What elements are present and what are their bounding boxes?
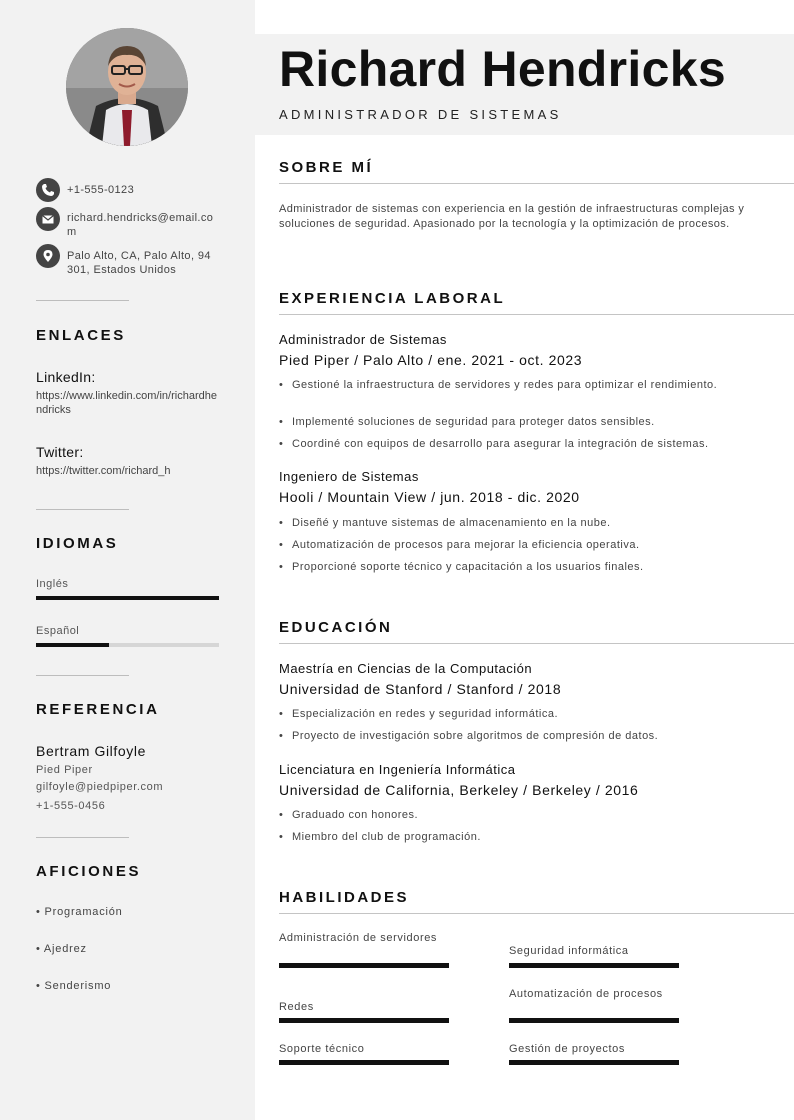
job-meta: Pied Piper / Palo Alto / ene. 2021 - oct. 2023 xyxy=(279,352,583,368)
divider xyxy=(36,509,129,510)
email-icon xyxy=(36,207,60,231)
contact-address xyxy=(36,244,217,277)
degree-bullet: • Miembro del club de programación. xyxy=(279,830,769,844)
skill-level-bar xyxy=(509,963,679,968)
skills-heading: HABILIDADES xyxy=(279,889,410,906)
job-title: ADMINISTRADOR DE SISTEMAS xyxy=(279,107,562,122)
person-name: Richard Hendricks xyxy=(279,41,726,97)
skill-level-bar xyxy=(509,1060,679,1065)
job-role: Ingeniero de Sistemas xyxy=(279,469,419,484)
reference-heading: REFERENCIA xyxy=(36,701,160,718)
skill-level-bar xyxy=(279,963,449,968)
skill-name: Automatización de procesos xyxy=(509,988,663,1000)
degree-title: Maestría en Ciencias de la Computación xyxy=(279,661,533,676)
skill-level-fill xyxy=(509,1018,679,1023)
skill-level-fill xyxy=(279,1060,449,1065)
about-heading: SOBRE MÍ xyxy=(279,159,374,176)
language-name: Español xyxy=(36,625,80,637)
section-rule xyxy=(279,643,794,644)
language-level-bar xyxy=(36,596,219,600)
job-bullet: • Gestioné la infraestructura de servidores y redes para optimizar el rendimiento. xyxy=(279,378,769,392)
skill-level-bar xyxy=(279,1018,449,1023)
skill-level-fill xyxy=(279,1018,449,1023)
languages-heading: IDIOMAS xyxy=(36,535,119,552)
divider xyxy=(36,837,129,838)
divider xyxy=(36,300,129,301)
reference-email: gilfoyle@piedpiper.com xyxy=(36,781,164,793)
job-bullet: • Implementé soluciones de seguridad para proteger datos sensibles. xyxy=(279,415,769,429)
reference-phone: +1-555-0456 xyxy=(36,800,106,812)
language-level-fill xyxy=(36,643,109,647)
links-heading: ENLACES xyxy=(36,327,126,344)
address-text: Palo Alto, CA, Palo Alto, 94301, Estados Unidos xyxy=(67,250,211,276)
contact-email xyxy=(36,207,217,239)
language-level-bar xyxy=(36,643,219,647)
job-bullet: • Coordiné con equipos de desarrollo para asegurar la integración de sistemas. xyxy=(279,437,769,451)
job-bullet: • Diseñé y mantuve sistemas de almacenamiento en la nube. xyxy=(279,516,769,530)
hobby-label: Senderismo xyxy=(44,980,112,992)
hobby-label: Ajedrez xyxy=(43,943,87,955)
language-level-fill xyxy=(36,596,219,600)
hobby-item: • Ajedrez xyxy=(36,943,87,955)
reference-company: Pied Piper xyxy=(36,764,93,776)
profile-photo xyxy=(66,28,188,146)
degree-meta: Universidad de Stanford / Stanford / 2018 xyxy=(279,681,562,697)
degree-bullet: • Especialización en redes y seguridad informática. xyxy=(279,707,769,721)
skill-level-fill xyxy=(279,963,449,968)
education-heading: EDUCACIÓN xyxy=(279,619,393,636)
skill-name: Gestión de proyectos xyxy=(509,1043,625,1055)
skill-name: Administración de servidores xyxy=(279,932,438,944)
location-pin-icon xyxy=(36,244,60,268)
degree-meta: Universidad de California, Berkeley / Berkeley / 2016 xyxy=(279,782,639,798)
job-bullet: • Automatización de procesos para mejorar la eficiencia operativa. xyxy=(279,538,769,552)
degree-bullet: • Graduado con honores. xyxy=(279,808,769,822)
degree-title: Licenciatura en Ingeniería Informática xyxy=(279,762,516,777)
job-bullet: • Proporcioné soporte técnico y capacitación a los usuarios finales. xyxy=(279,560,769,574)
job-role: Administrador de Sistemas xyxy=(279,332,447,347)
about-text: Administrador de sistemas con experiencia en la gestión de infraestructuras complejas y soluciones de seguridad. Apasionado por la tecnología y la optimización de procesos. xyxy=(279,203,745,230)
skill-name: Redes xyxy=(279,1001,314,1013)
reference-name: Bertram Gilfoyle xyxy=(36,743,146,759)
language-name: Inglés xyxy=(36,578,69,590)
skill-name: Seguridad informática xyxy=(509,945,629,957)
job-meta: Hooli / Mountain View / jun. 2018 - dic. 2020 xyxy=(279,489,580,505)
skill-level-fill xyxy=(509,1060,679,1065)
skill-name: Soporte técnico xyxy=(279,1043,365,1055)
linkedin-label: LinkedIn: xyxy=(36,369,96,385)
section-rule xyxy=(279,913,794,914)
skill-level-fill xyxy=(509,963,679,968)
phone-icon xyxy=(36,178,60,202)
experience-heading: EXPERIENCIA LABORAL xyxy=(279,290,506,307)
divider xyxy=(36,675,129,676)
section-rule xyxy=(279,314,794,315)
avatar xyxy=(66,28,188,146)
email-text: richard.hendricks@email.com xyxy=(67,212,214,238)
hobby-label: Programación xyxy=(44,906,123,918)
skill-level-bar xyxy=(279,1060,449,1065)
hobby-item: • Senderismo xyxy=(36,980,112,992)
contact-phone xyxy=(36,178,217,202)
phone-text: +1-555-0123 xyxy=(67,184,135,196)
twitter-label: Twitter: xyxy=(36,444,84,460)
twitter-link[interactable]: https://twitter.com/richard_h xyxy=(36,465,171,477)
linkedin-link[interactable]: https://www.linkedin.com/in/richardhendricks xyxy=(36,390,217,416)
hobby-item: • Programación xyxy=(36,906,123,918)
hobbies-heading: AFICIONES xyxy=(36,863,142,880)
sidebar xyxy=(0,0,255,1120)
section-rule xyxy=(279,183,794,184)
skill-level-bar xyxy=(509,1018,679,1023)
degree-bullet: • Proyecto de investigación sobre algoritmos de compresión de datos. xyxy=(279,729,769,743)
